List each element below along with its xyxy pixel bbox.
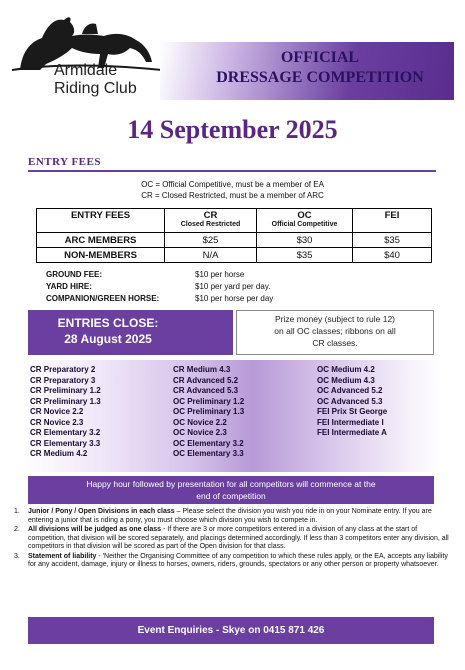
happy-hour-line1: Happy hour followed by presentation for all competitors will commence at the xyxy=(86,479,376,489)
club-name-line2: Riding Club xyxy=(54,80,137,97)
oc-fee: $30 xyxy=(257,233,353,248)
entries-close xyxy=(28,315,188,347)
cr-fee: $25 xyxy=(165,233,257,248)
list-item: OC Preliminary 1.3 xyxy=(173,407,245,416)
term-text: – Please select the division you wish you ride in on your Nominate entry. If you are entering a junior that is riding a pony, you must choose which division you wish to compete in. xyxy=(28,508,432,524)
extra-fee-label: GROUND FEE: xyxy=(46,270,102,279)
term-text: - 'Neither the Organising Committee of any competition to which these rules apply, or the EA, accepts any liability for any accident, damage, injury or illness to horses, owners, riders, grounds, spectators or any other person or property whatsoever. xyxy=(28,552,448,568)
fei-fee: $40 xyxy=(353,248,432,263)
list-item xyxy=(14,553,454,570)
term-title: Statement of liability xyxy=(28,552,97,560)
list-item: FEI Intermediate I xyxy=(317,417,384,427)
classes-column-2 xyxy=(173,365,244,460)
list-item: OC Medium 4.3 xyxy=(317,375,375,385)
entries-close-date: 28 August 2025 xyxy=(64,332,152,346)
table-row xyxy=(37,248,432,263)
list-item: OC Preliminary 1.2 xyxy=(173,396,245,406)
list-item: OC Novice 2.2 xyxy=(173,417,227,427)
cr-note: CR = Closed Restricted, must be a member of ARC xyxy=(141,191,324,200)
list-item xyxy=(14,508,454,525)
club-name xyxy=(54,62,137,98)
header-oc xyxy=(257,209,353,233)
list-item: OC Elementary 3.2 xyxy=(173,438,244,448)
list-item xyxy=(14,526,454,552)
header-oc-label: OC xyxy=(297,210,312,221)
term-number: 2. xyxy=(14,526,20,533)
title-line1: OFFICIAL xyxy=(280,49,360,66)
list-item: OC Advanced 5.3 xyxy=(317,396,383,406)
header-fei: FEI xyxy=(353,209,432,233)
list-item: OC Elementary 3.3 xyxy=(173,449,244,458)
list-item: CR Preparatory 3 xyxy=(30,375,96,385)
club-name-line1: Armidale xyxy=(54,62,118,79)
list-item: CR Medium 4.3 xyxy=(173,365,231,374)
list-item: OC Novice 2.3 xyxy=(173,428,227,437)
list-item: CR Novice 2.3 xyxy=(30,417,84,427)
list-item: CR Preparatory 2 xyxy=(30,365,96,374)
terms-list xyxy=(14,508,454,571)
extra-fee-label: COMPANION/GREEN HORSE: xyxy=(46,294,160,303)
row-label: NON-MEMBERS xyxy=(37,248,165,263)
entry-fees-heading: ENTRY FEES xyxy=(28,156,101,168)
list-item: OC Medium 4.2 xyxy=(317,365,375,374)
term-number: 3. xyxy=(14,552,20,560)
row-label: ARC MEMBERS xyxy=(37,233,165,248)
list-item: CR Advanced 5.2 xyxy=(173,375,239,385)
list-item: OC Advanced 5.2 xyxy=(317,386,383,395)
list-item: CR Advanced 5.3 xyxy=(173,386,239,395)
list-item: CR Elementary 3.3 xyxy=(30,438,101,448)
term-title: Junior / Pony / Open Divisions in each class xyxy=(28,508,175,515)
happy-hour-banner xyxy=(28,476,434,504)
list-item: FEI Prix St George xyxy=(317,407,388,416)
event-date: 14 September 2025 xyxy=(127,115,338,144)
table-row xyxy=(37,233,432,248)
happy-hour-line2: end of competition xyxy=(196,491,266,501)
list-item: CR Novice 2.2 xyxy=(30,407,84,416)
header-oc-sub: Official Competitive xyxy=(271,221,338,228)
fees-table-header xyxy=(37,209,432,233)
title-line2: DRESSAGE COMPETITION xyxy=(216,69,424,86)
list-item: CR Medium 4.2 xyxy=(30,449,88,458)
prize-line3: CR classes. xyxy=(312,338,358,348)
list-item: CR Elementary 3.2 xyxy=(30,428,101,437)
event-enquiries: Event Enquiries - Skye on 0415 871 426 xyxy=(28,617,434,644)
extra-fee-label: YARD HIRE: xyxy=(46,282,92,291)
cr-fee: N/A xyxy=(165,248,257,263)
prize-line1: Prize money (subject to rule 12) xyxy=(275,314,395,324)
extra-fee-value: $10 per horse per day xyxy=(195,294,274,303)
list-item: CR Preliminary 1.3 xyxy=(30,396,101,406)
header-entry-fees: ENTRY FEES xyxy=(37,209,165,233)
competition-title xyxy=(205,48,435,88)
club-logo xyxy=(12,12,162,100)
heading-divider xyxy=(28,170,436,172)
header-cr-sub: Closed Restricted xyxy=(180,221,241,228)
term-number: 1. xyxy=(14,508,20,515)
entries-close-label: ENTRIES CLOSE: xyxy=(57,316,159,330)
oc-fee: $35 xyxy=(257,248,353,263)
oc-note: OC = Official Competitive, must be a member of EA xyxy=(141,180,324,189)
extra-fee-value: $10 per yard per day. xyxy=(195,282,271,291)
prize-line2: on all OC classes; ribbons on all xyxy=(274,326,396,336)
extra-fee-value: $10 per horse xyxy=(195,270,245,279)
header-cr-label: CR xyxy=(203,210,218,221)
term-text: - If there are 3 or more competitors entered in a division of any class at the start of competition, that division will be scored separately, and placings determined accordingly. If less than 3 competitors enter any division, all competitors in that division will be scored as part of the Open division for that class. xyxy=(28,526,449,550)
header xyxy=(0,0,465,105)
list-item: FEI Intermediate A xyxy=(317,428,387,437)
fei-fee: $35 xyxy=(353,233,432,248)
prize-info xyxy=(240,313,430,349)
fees-table xyxy=(36,208,432,263)
list-item: CR Preliminary 1.2 xyxy=(30,386,101,395)
classes-column-1 xyxy=(30,365,101,460)
term-title: All divisions will be judged as one class xyxy=(28,526,162,533)
classes-column-3 xyxy=(317,365,387,439)
header-cr xyxy=(165,209,257,233)
